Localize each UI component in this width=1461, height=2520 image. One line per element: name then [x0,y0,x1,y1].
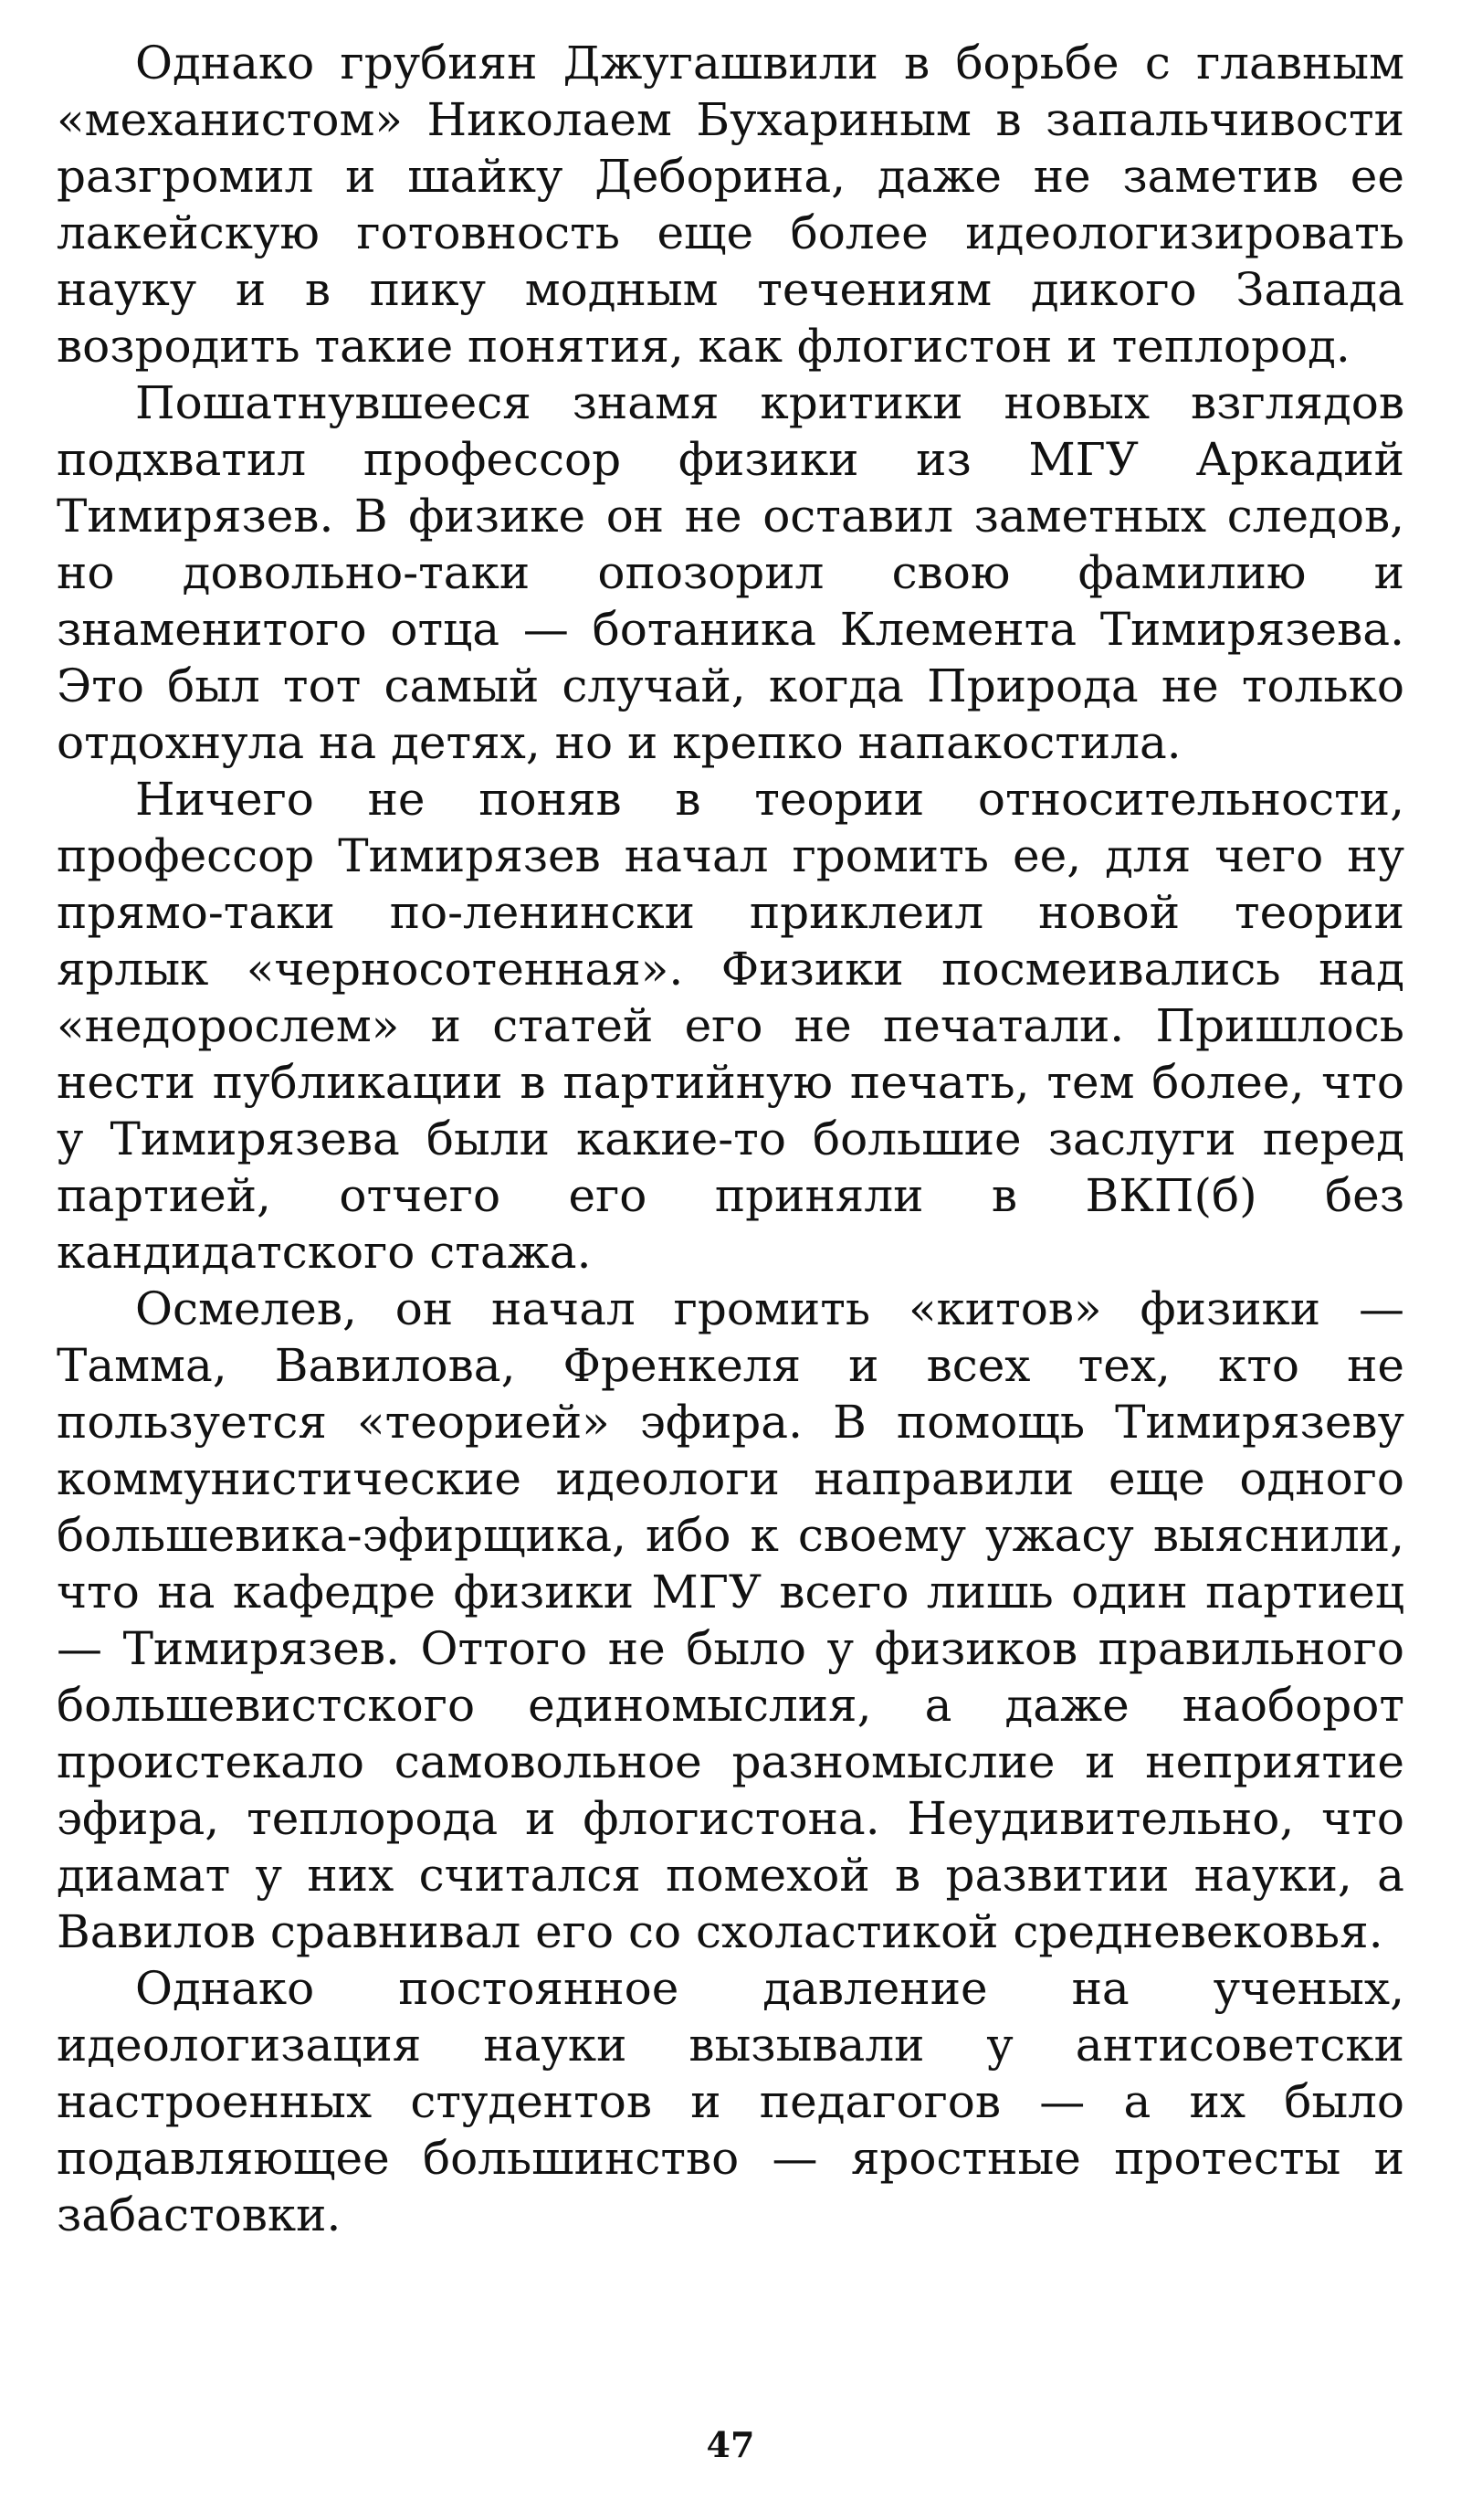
page-number: 47 [706,2424,755,2465]
paragraph-2: Пошатнувшееся знамя критики новых взглядов подхватил профессор физики из МГУ Аркадий Тимирязев. В физике он не оставил заметных следов, но довольно-таки опозорил свою фамилию и знаменитого отца — ботаника Клемента Тимирязева. Это был тот самый случай, когда Природа не только отдохнула на детях, но и крепко напакостила. [57,376,1404,769]
paragraph-5: Однако постоянное давление на ученых, идеологизация науки вызывали у антисоветски настроенных студентов и педагогов — а их было подавляющее большинство — яростные протесты и забастовки. [57,1962,1404,2241]
paragraph-1: Однако грубиян Джугашвили в борьбе с главным «механистом» Николаем Бухариным в запальчивости разгромил и шайку Деборина, даже не заметив ее лакейскую готовность еще более идеологизировать науку и в пику модным течениям дикого Запада возродить такие понятия, как флогистон и теплород. [57,37,1404,373]
paragraph-3: Ничего не поняв в теории относительности, профессор Тимирязев начал громить ее, для чего ну прямо-таки по-ленински приклеил новой теории ярлык «черносотенная». Физики посмеивались над «недорослем» и статей его не печатали. Пришлось нести публикации в партийную печать, тем более, что у Тимирязева были какие-то большие заслуги перед партией, отчего его приняли в ВКП(б) без кандидатского стажа. [57,773,1404,1279]
paragraph-4: Осмелев, он начал громить «китов» физики — Тамма, Вавилова, Френкеля и всех тех, кто не пользуется «теорией» эфира. В помощь Тимирязеву коммунистические идеологи направили еще одного большевика-эфирщика, ибо к своему ужасу выяснили, что на кафедре физики МГУ всего лишь один партиец — Тимирязев. Оттого не было у физиков правильного большевистского единомыслия, а даже наоборот проистекало самовольное разномыслие и неприятие эфира, теплорода и флогистона. Неудивительно, что диамат у них считался помехой в развитии науки, а Вавилов сравнивал его со схоластикой средневековья. [57,1282,1404,1958]
body-text [57,35,1404,2243]
